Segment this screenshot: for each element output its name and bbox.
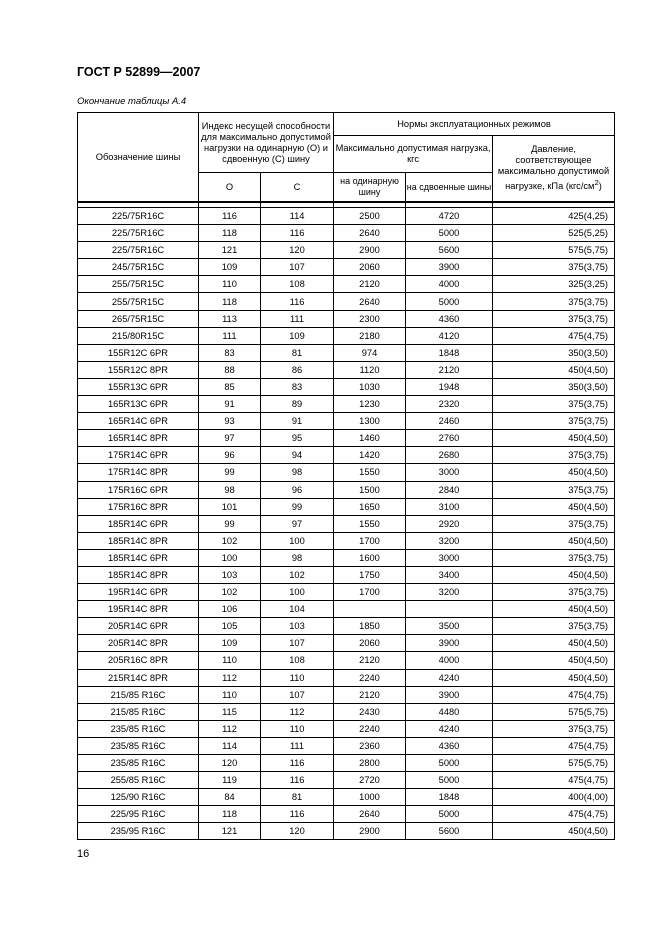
cell-index-c: 81 — [261, 344, 334, 361]
cell-tire-designation: 195R14C 6PR — [78, 584, 199, 601]
cell-index-c: 100 — [261, 584, 334, 601]
cell-load-single: 1300 — [334, 413, 406, 430]
cell-index-o: 109 — [199, 259, 261, 276]
table-row — [78, 447, 615, 464]
cell-pressure: 375(3,75) — [493, 293, 615, 310]
cell-tire-designation: 255/75R15C — [78, 293, 199, 310]
header-index-o: О — [199, 173, 261, 203]
cell-load-single: 2300 — [334, 310, 406, 327]
table-row — [78, 686, 615, 703]
cell-tire-designation: 125/90 R16C — [78, 789, 199, 806]
cell-tire-designation: 235/85 R16C — [78, 737, 199, 754]
cell-index-o: 97 — [199, 430, 261, 447]
cell-index-c: 116 — [261, 293, 334, 310]
cell-load-single: 1850 — [334, 618, 406, 635]
table-row — [78, 242, 615, 259]
table-row — [78, 208, 615, 225]
cell-index-o: 110 — [199, 276, 261, 293]
cell-pressure: 450(4,50) — [493, 361, 615, 378]
cell-tire-designation: 185R14C 6PR — [78, 549, 199, 566]
cell-index-o: 113 — [199, 310, 261, 327]
cell-load-double: 2840 — [406, 481, 493, 498]
cell-index-o: 101 — [199, 498, 261, 515]
table-row — [78, 635, 615, 652]
cell-index-c: 116 — [261, 755, 334, 772]
document-title: ГОСТ Р 52899—2007 — [77, 65, 201, 79]
cell-load-single: 2120 — [334, 276, 406, 293]
cell-load-double: 2460 — [406, 413, 493, 430]
cell-load-single: 1700 — [334, 584, 406, 601]
cell-load-double: 4360 — [406, 737, 493, 754]
cell-load-double: 3900 — [406, 686, 493, 703]
cell-index-o: 115 — [199, 703, 261, 720]
cell-load-double: 2920 — [406, 515, 493, 532]
table-row — [78, 276, 615, 293]
cell-index-o: 84 — [199, 789, 261, 806]
cell-index-c: 100 — [261, 532, 334, 549]
cell-index-c: 98 — [261, 464, 334, 481]
cell-pressure: 575(5,75) — [493, 242, 615, 259]
cell-tire-designation: 215/85 R16C — [78, 686, 199, 703]
cell-tire-designation: 165R14C 8PR — [78, 430, 199, 447]
cell-tire-designation: 225/75R16C — [78, 242, 199, 259]
cell-index-c: 98 — [261, 549, 334, 566]
cell-load-single: 2640 — [334, 225, 406, 242]
cell-tire-designation: 215/80R15C — [78, 327, 199, 344]
cell-tire-designation: 225/75R16C — [78, 225, 199, 242]
table-row — [78, 225, 615, 242]
cell-load-single: 1550 — [334, 515, 406, 532]
cell-tire-designation: 255/85 R16C — [78, 772, 199, 789]
table-row — [78, 464, 615, 481]
cell-load-double: 5000 — [406, 755, 493, 772]
cell-load-single: 2240 — [334, 669, 406, 686]
cell-index-o: 105 — [199, 618, 261, 635]
cell-index-c: 108 — [261, 652, 334, 669]
cell-load-single: 974 — [334, 344, 406, 361]
cell-pressure: 475(4,75) — [493, 772, 615, 789]
cell-tire-designation: 225/95 R16C — [78, 806, 199, 823]
header-load-index: Индекс несущей способности для максимально допустимой нагрузки на одинарную (О) и сдвоенную (С) шину — [199, 113, 334, 173]
cell-load-single: 2430 — [334, 703, 406, 720]
table-row — [78, 823, 615, 840]
cell-pressure: 375(3,75) — [493, 515, 615, 532]
cell-load-single: 2640 — [334, 293, 406, 310]
cell-pressure: 375(3,75) — [493, 618, 615, 635]
cell-load-single: 2720 — [334, 772, 406, 789]
cell-load-double — [406, 601, 493, 618]
table-row — [78, 481, 615, 498]
table-row — [78, 378, 615, 395]
cell-tire-designation: 235/85 R16C — [78, 755, 199, 772]
cell-tire-designation: 235/85 R16C — [78, 720, 199, 737]
cell-tire-designation: 175R16C 6PR — [78, 481, 199, 498]
table-row — [78, 532, 615, 549]
cell-tire-designation: 175R14C 8PR — [78, 464, 199, 481]
cell-index-c: 114 — [261, 208, 334, 225]
cell-pressure: 450(4,50) — [493, 464, 615, 481]
table-row — [78, 310, 615, 327]
cell-load-double: 3400 — [406, 566, 493, 583]
cell-load-double: 3100 — [406, 498, 493, 515]
cell-index-o: 98 — [199, 481, 261, 498]
cell-load-double: 3900 — [406, 259, 493, 276]
table-row — [78, 720, 615, 737]
table-row — [78, 566, 615, 583]
cell-tire-designation: 215/85 R16C — [78, 703, 199, 720]
cell-index-c: 111 — [261, 737, 334, 754]
cell-index-c: 120 — [261, 823, 334, 840]
cell-tire-designation: 245/75R15C — [78, 259, 199, 276]
cell-pressure: 375(3,75) — [493, 259, 615, 276]
cell-pressure: 400(4,00) — [493, 789, 615, 806]
table-row — [78, 498, 615, 515]
cell-index-c: 111 — [261, 310, 334, 327]
cell-load-double: 5000 — [406, 225, 493, 242]
header-single-tire: на одинарную шину — [334, 173, 406, 203]
cell-tire-designation: 165R13C 6PR — [78, 396, 199, 413]
cell-index-c: 94 — [261, 447, 334, 464]
cell-index-c: 91 — [261, 413, 334, 430]
cell-load-single — [334, 601, 406, 618]
header-pressure — [493, 136, 615, 203]
header-pressure-text: Давление, соответствующее максимально допустимой нагрузке, кПа (кгс/см — [497, 144, 610, 192]
cell-load-single: 2900 — [334, 242, 406, 259]
cell-tire-designation: 185R14C 8PR — [78, 532, 199, 549]
cell-pressure: 450(4,50) — [493, 669, 615, 686]
cell-load-double: 5600 — [406, 823, 493, 840]
table-row — [78, 293, 615, 310]
cell-load-single: 1650 — [334, 498, 406, 515]
cell-index-o: 103 — [199, 566, 261, 583]
cell-index-o: 88 — [199, 361, 261, 378]
cell-index-o: 99 — [199, 464, 261, 481]
table-row — [78, 703, 615, 720]
cell-load-double: 2760 — [406, 430, 493, 447]
table-row — [78, 618, 615, 635]
cell-index-o: 109 — [199, 635, 261, 652]
cell-index-c: 102 — [261, 566, 334, 583]
cell-pressure: 475(4,75) — [493, 806, 615, 823]
cell-load-double: 4240 — [406, 720, 493, 737]
header-operating-norms: Нормы эксплуатационных режимов — [334, 113, 615, 136]
cell-pressure: 575(5,75) — [493, 755, 615, 772]
cell-load-double: 3200 — [406, 584, 493, 601]
cell-load-single: 1030 — [334, 378, 406, 395]
cell-load-double: 1848 — [406, 789, 493, 806]
cell-index-o: 121 — [199, 823, 261, 840]
cell-index-o: 102 — [199, 532, 261, 549]
cell-load-double: 3500 — [406, 618, 493, 635]
cell-index-c: 116 — [261, 225, 334, 242]
cell-load-double: 5000 — [406, 772, 493, 789]
cell-load-single: 2060 — [334, 259, 406, 276]
cell-pressure: 425(4,25) — [493, 208, 615, 225]
cell-pressure: 450(4,50) — [493, 566, 615, 583]
table-row — [78, 549, 615, 566]
header-double-tires: на сдвоенные шины — [406, 173, 493, 203]
cell-index-o: 83 — [199, 344, 261, 361]
table-row — [78, 789, 615, 806]
cell-index-o: 112 — [199, 720, 261, 737]
table-row — [78, 772, 615, 789]
cell-load-double: 5000 — [406, 806, 493, 823]
cell-pressure: 575(5,75) — [493, 703, 615, 720]
cell-index-c: 96 — [261, 481, 334, 498]
cell-load-single: 1420 — [334, 447, 406, 464]
table-row — [78, 515, 615, 532]
header-designation: Обозначение шины — [78, 113, 199, 203]
cell-index-o: 110 — [199, 652, 261, 669]
cell-pressure: 375(3,75) — [493, 549, 615, 566]
cell-tire-designation: 195R14C 8PR — [78, 601, 199, 618]
cell-tire-designation: 185R14C 8PR — [78, 566, 199, 583]
cell-index-c: 97 — [261, 515, 334, 532]
cell-load-double: 2120 — [406, 361, 493, 378]
cell-load-double: 2680 — [406, 447, 493, 464]
cell-load-single: 1230 — [334, 396, 406, 413]
cell-pressure: 375(3,75) — [493, 396, 615, 413]
cell-tire-designation: 155R12C 8PR — [78, 361, 199, 378]
cell-load-double: 3000 — [406, 464, 493, 481]
cell-load-double: 4240 — [406, 669, 493, 686]
cell-pressure: 450(4,50) — [493, 498, 615, 515]
cell-load-single: 1750 — [334, 566, 406, 583]
cell-index-c: 110 — [261, 669, 334, 686]
cell-load-single: 2240 — [334, 720, 406, 737]
cell-pressure: 525(5,25) — [493, 225, 615, 242]
table-row — [78, 413, 615, 430]
cell-index-o: 99 — [199, 515, 261, 532]
header-pressure-superscript: 2 — [594, 178, 599, 188]
cell-pressure: 450(4,50) — [493, 823, 615, 840]
cell-load-single: 1120 — [334, 361, 406, 378]
tire-load-table — [77, 112, 615, 840]
cell-index-c: 116 — [261, 772, 334, 789]
header-max-load: Максимально допустимая нагрузка, кгс — [334, 136, 493, 173]
cell-index-c: 107 — [261, 635, 334, 652]
cell-index-o: 110 — [199, 686, 261, 703]
header-index-c: С — [261, 173, 334, 203]
cell-load-single: 2900 — [334, 823, 406, 840]
cell-load-double: 5600 — [406, 242, 493, 259]
cell-pressure: 450(4,50) — [493, 430, 615, 447]
cell-load-single: 2060 — [334, 635, 406, 652]
table-row — [78, 652, 615, 669]
cell-load-double: 1848 — [406, 344, 493, 361]
cell-load-double: 4000 — [406, 652, 493, 669]
table-row — [78, 669, 615, 686]
cell-load-double: 4360 — [406, 310, 493, 327]
cell-load-single: 1550 — [334, 464, 406, 481]
cell-load-single: 2640 — [334, 806, 406, 823]
cell-load-single: 2180 — [334, 327, 406, 344]
cell-index-c: 83 — [261, 378, 334, 395]
table-caption: Окончание таблицы А.4 — [77, 96, 187, 107]
table-row — [78, 601, 615, 618]
cell-pressure: 375(3,75) — [493, 481, 615, 498]
cell-index-o: 118 — [199, 806, 261, 823]
cell-index-o: 112 — [199, 669, 261, 686]
cell-index-c: 107 — [261, 686, 334, 703]
cell-pressure: 350(3,50) — [493, 344, 615, 361]
cell-index-c: 107 — [261, 259, 334, 276]
cell-index-c: 120 — [261, 242, 334, 259]
cell-index-o: 118 — [199, 225, 261, 242]
cell-tire-designation: 175R16C 8PR — [78, 498, 199, 515]
cell-pressure: 375(3,75) — [493, 720, 615, 737]
cell-index-c: 112 — [261, 703, 334, 720]
cell-index-c: 89 — [261, 396, 334, 413]
cell-tire-designation: 235/95 R16C — [78, 823, 199, 840]
cell-load-double: 4480 — [406, 703, 493, 720]
cell-load-double: 3000 — [406, 549, 493, 566]
cell-pressure: 325(3,25) — [493, 276, 615, 293]
cell-index-o: 121 — [199, 242, 261, 259]
cell-tire-designation: 215R14C 8PR — [78, 669, 199, 686]
cell-load-single: 2800 — [334, 755, 406, 772]
cell-tire-designation: 175R14C 6PR — [78, 447, 199, 464]
cell-load-single: 1700 — [334, 532, 406, 549]
cell-load-double: 3200 — [406, 532, 493, 549]
cell-tire-designation: 155R13C 6PR — [78, 378, 199, 395]
cell-index-o: 91 — [199, 396, 261, 413]
cell-load-single: 1460 — [334, 430, 406, 447]
cell-index-c: 110 — [261, 720, 334, 737]
cell-tire-designation: 225/75R16C — [78, 208, 199, 225]
cell-pressure: 450(4,50) — [493, 635, 615, 652]
cell-index-c: 108 — [261, 276, 334, 293]
cell-load-double: 3900 — [406, 635, 493, 652]
cell-load-double: 4720 — [406, 208, 493, 225]
cell-index-o: 102 — [199, 584, 261, 601]
cell-tire-designation: 265/75R15C — [78, 310, 199, 327]
cell-load-double: 4120 — [406, 327, 493, 344]
cell-load-double: 5000 — [406, 293, 493, 310]
cell-pressure: 375(3,75) — [493, 413, 615, 430]
cell-index-o: 116 — [199, 208, 261, 225]
cell-tire-designation: 155R12C 6PR — [78, 344, 199, 361]
table-row — [78, 396, 615, 413]
table-row — [78, 259, 615, 276]
cell-index-c: 81 — [261, 789, 334, 806]
header-pressure-close: ) — [598, 181, 602, 192]
cell-tire-designation: 205R14C 6PR — [78, 618, 199, 635]
cell-pressure: 475(4,75) — [493, 737, 615, 754]
cell-index-o: 106 — [199, 601, 261, 618]
cell-index-o: 114 — [199, 737, 261, 754]
table-row — [78, 361, 615, 378]
page-number: 16 — [77, 848, 90, 860]
cell-index-o: 119 — [199, 772, 261, 789]
table-row — [78, 584, 615, 601]
cell-load-single: 2500 — [334, 208, 406, 225]
table-row — [78, 344, 615, 361]
cell-pressure: 350(3,50) — [493, 378, 615, 395]
cell-load-double: 1948 — [406, 378, 493, 395]
cell-pressure: 450(4,50) — [493, 601, 615, 618]
table-row — [78, 755, 615, 772]
cell-load-single: 2120 — [334, 686, 406, 703]
cell-tire-designation: 165R14C 6PR — [78, 413, 199, 430]
cell-index-o: 100 — [199, 549, 261, 566]
cell-pressure: 375(3,75) — [493, 584, 615, 601]
cell-load-single: 1500 — [334, 481, 406, 498]
table-row — [78, 430, 615, 447]
table-row — [78, 327, 615, 344]
table-body — [78, 208, 615, 840]
cell-index-c: 95 — [261, 430, 334, 447]
cell-index-c: 116 — [261, 806, 334, 823]
cell-pressure: 375(3,75) — [493, 310, 615, 327]
cell-tire-designation: 205R16C 8PR — [78, 652, 199, 669]
cell-index-o: 120 — [199, 755, 261, 772]
cell-load-single: 1600 — [334, 549, 406, 566]
cell-pressure: 475(4,75) — [493, 327, 615, 344]
cell-load-double: 4000 — [406, 276, 493, 293]
cell-index-c: 109 — [261, 327, 334, 344]
cell-tire-designation: 185R14C 6PR — [78, 515, 199, 532]
cell-index-c: 99 — [261, 498, 334, 515]
cell-load-double: 2320 — [406, 396, 493, 413]
cell-index-o: 111 — [199, 327, 261, 344]
cell-index-c: 86 — [261, 361, 334, 378]
cell-pressure: 375(3,75) — [493, 447, 615, 464]
cell-index-o: 96 — [199, 447, 261, 464]
cell-load-single: 1000 — [334, 789, 406, 806]
table-row — [78, 737, 615, 754]
cell-pressure: 450(4,50) — [493, 652, 615, 669]
cell-tire-designation: 205R14C 8PR — [78, 635, 199, 652]
cell-pressure: 475(4,75) — [493, 686, 615, 703]
table-row — [78, 806, 615, 823]
cell-index-o: 93 — [199, 413, 261, 430]
cell-index-c: 104 — [261, 601, 334, 618]
cell-load-single: 2360 — [334, 737, 406, 754]
cell-index-o: 118 — [199, 293, 261, 310]
cell-index-c: 103 — [261, 618, 334, 635]
cell-load-single: 2120 — [334, 652, 406, 669]
cell-tire-designation: 255/75R15C — [78, 276, 199, 293]
cell-index-o: 85 — [199, 378, 261, 395]
cell-pressure: 450(4,50) — [493, 532, 615, 549]
